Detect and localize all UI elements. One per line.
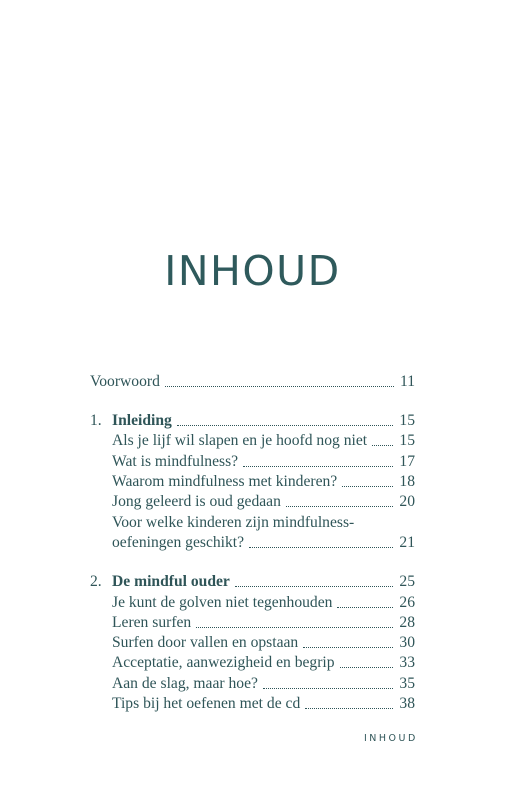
toc-entry-title: Leren surfen [112, 614, 192, 631]
toc-entry-page: 26 [399, 594, 415, 611]
toc-entry-page: 18 [399, 473, 415, 490]
toc-entry-page: 17 [399, 453, 415, 470]
toc-dot-leader [177, 425, 393, 426]
toc-chapter [90, 571, 415, 593]
toc-entry-page: 25 [399, 573, 415, 590]
toc-dot-leader [340, 667, 393, 668]
toc-entry [90, 632, 415, 654]
toc-entry [90, 371, 415, 393]
toc-entry-page: 20 [399, 493, 415, 510]
toc-entry-title: Wat is mindfulness? [112, 453, 239, 470]
toc-entry-page: 35 [399, 675, 415, 692]
toc-entry-page: 38 [399, 695, 415, 712]
page-title: INHOUD [164, 247, 341, 295]
toc-dot-leader [305, 708, 393, 709]
toc-entry-title: De mindful ouder [112, 573, 230, 590]
toc-dot-leader [342, 486, 393, 487]
toc-entry-title: Aan de slag, maar hoe? [112, 675, 258, 692]
toc-entry-title: Je kunt de golven niet tegenhouden [112, 594, 333, 611]
toc-entry-title: Inleiding [112, 412, 172, 429]
toc-entry [90, 532, 415, 554]
toc-entry-title: Tips bij het oefenen met de cd [112, 695, 301, 712]
toc-dot-leader [235, 586, 393, 587]
toc-entry [90, 451, 415, 473]
toc-dot-leader [372, 445, 393, 446]
toc-entry-page: 33 [399, 654, 415, 671]
toc-entry-number: 1. [90, 412, 102, 429]
toc-entry [90, 693, 415, 715]
toc-dot-leader [196, 627, 393, 628]
toc-dot-leader [263, 688, 393, 689]
toc-entry-number: 2. [90, 573, 102, 590]
toc-dot-leader [303, 647, 393, 648]
toc-entry-title: Waarom mindfulness met kinderen? [112, 473, 338, 490]
toc-entry [90, 512, 415, 534]
toc-entry [90, 592, 415, 614]
toc-entry [90, 491, 415, 513]
toc-entry-title: Surfen door vallen en opstaan [112, 634, 299, 651]
toc-entry-page: 15 [399, 432, 415, 449]
toc-entry [90, 612, 415, 634]
toc-entry [90, 430, 415, 452]
toc-entry-title: Jong geleerd is oud gedaan [112, 493, 281, 510]
toc-chapter [90, 410, 415, 432]
toc-entry-title: Acceptatie, aanwezigheid en begrip [112, 654, 335, 671]
toc-dot-leader [243, 466, 393, 467]
toc-dot-leader [249, 547, 393, 548]
toc-entry-page: 30 [399, 634, 415, 651]
toc-entry [90, 673, 415, 695]
toc-entry-page: 11 [399, 373, 415, 390]
toc-entry-page: 28 [399, 614, 415, 631]
toc-dot-leader [286, 506, 393, 507]
toc-dot-leader [337, 607, 393, 608]
toc-entry-title: Voor welke kinderen zijn mindfulness- [112, 514, 355, 531]
toc-entry-title: Als je lijf wil slapen en je hoofd nog niet [112, 432, 368, 449]
toc-entry-title: Voorwoord [90, 373, 160, 390]
toc-dot-leader [165, 386, 394, 387]
toc-entry-title: oefeningen geschikt? [112, 534, 245, 551]
running-footer: INHOUD [364, 733, 418, 744]
toc-entry [90, 652, 415, 674]
toc-entry [90, 471, 415, 493]
toc-entry-page: 15 [399, 412, 415, 429]
toc-entry-page: 21 [399, 534, 415, 551]
